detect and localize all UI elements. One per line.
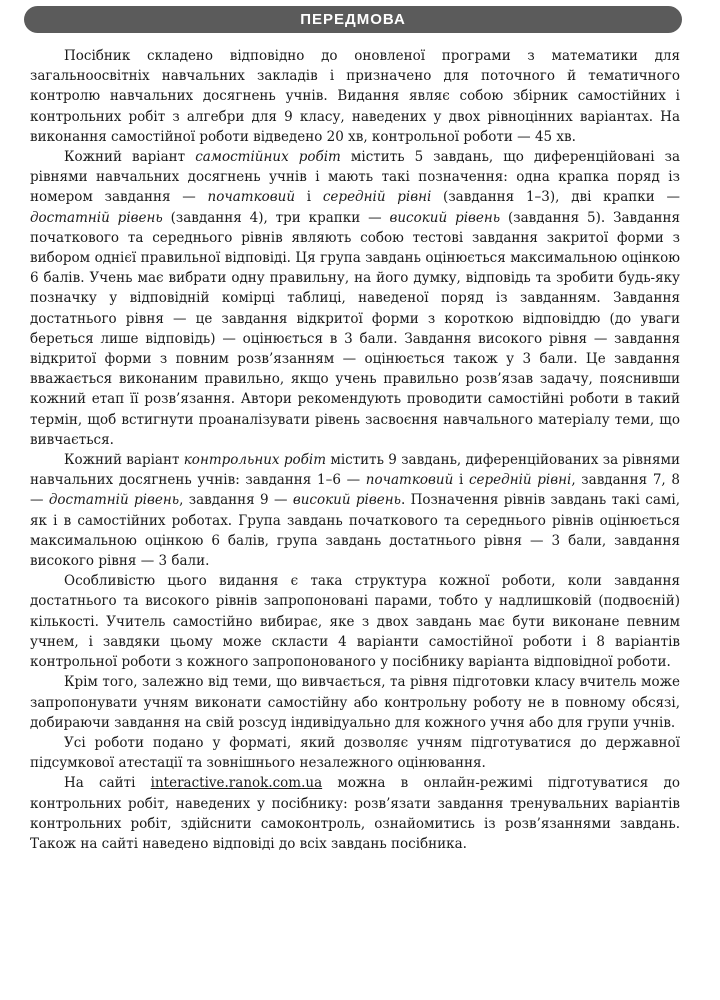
- italic-term: початковий: [207, 189, 296, 206]
- text-run: і: [295, 189, 323, 206]
- text-run: (завдання 5). Завдання початкового та середнього рівнів являють собою тестові завдання закритої форми з вибором однієї правильної відповіді. Ця група завдань оцінюється максимальною оцінкою 6 балів. Учень має вибрати одну правильну, на його думку, відповідь та зробити будь-яку позначку у відповідній комірці таблиці, наведеної поряд із завданням. Завдання достатнього рівня — це завдання відкритої форми з короткою відповіддю (до уваги береться лише відповідь) — оцінюється в 3 бали. Завдання високого рівня — завдання відкритої форми з повним розв’язанням — оцінюється також у 3 бали. Це завдання вважається виконаним правильно, якщо учень правильно розв’язав задачу, пояснивши кожний етап її розв’язання. Автори рекомендують проводити самостійні роботи в такий термін, щоб встигнути проаналізувати рівень засвоєння навчального матеріалу теми, що вивчається.: [30, 209, 681, 448]
- text-run: і: [453, 472, 469, 489]
- text-run: можна в онлайн-режимі підготуватися до контрольних робіт, наведених у посібнику: розв’язати завдання тренувальних варіантів контрольних робіт, здійснити самоконтроль, ознайомитись із розв’язаннями завдань. Також на сайті наведено відповіді до всіх завдань посібника.: [30, 775, 680, 852]
- paragraph-3: [30, 450, 680, 571]
- text-run: На сайті: [64, 775, 151, 792]
- italic-term: початковий: [365, 472, 454, 489]
- text-run: містить 9 завдань, диференційованих за рівнями навчальних досягнень учнів: завдання 1–6 —: [30, 452, 681, 489]
- text-run: Кожний варіант: [64, 149, 196, 166]
- italic-term: середній рівні: [468, 472, 572, 489]
- italic-term: середній рівні: [322, 189, 432, 206]
- text-run: , завдання 9 —: [179, 492, 293, 509]
- text-run: (завдання 4), три крапки —: [162, 209, 390, 226]
- italic-term: високий рівень: [292, 492, 401, 509]
- text-run: (завдання 1–3), дві крапки —: [431, 189, 680, 206]
- paragraph-7: [30, 773, 680, 854]
- preface-body: [30, 46, 680, 854]
- italic-term: достатній рівень: [30, 209, 163, 226]
- paragraph-5: Крім того, залежно від теми, що вивчається, та рівня підготовки класу вчитель може запропонувати учням виконати самостійну або контрольну роботу не в повному обсязі, добираючи завдання на свій розсуд індивідуально для кожного учня або для групи учнів.: [30, 674, 680, 731]
- text-run: містить 5 завдань, що диференційовані за рівнями навчальних досягнень учнів і мають такі позначення: одна крапка поряд із номером завдання —: [30, 149, 680, 206]
- paragraph-6: Усі роботи подано у форматі, який дозволяє учням підготуватися до державної підсумкової атестації та зовнішнього незалежного оцінювання.: [30, 734, 680, 772]
- text-run: Кожний варіант: [64, 452, 184, 469]
- italic-term: високий рівень: [389, 209, 501, 226]
- section-title: ПЕРЕДМОВА: [24, 6, 682, 33]
- paragraph-2: [30, 147, 680, 450]
- text-run: . Позначення рівнів завдань такі самі, як і в самостійних роботах. Група завдань початкового та середнього рівнів оцінюється максимальною оцінкою 6 балів, група завдань достатнього рівня — 3 бали, завдання високого рівня — 3 бали.: [30, 492, 681, 570]
- website-link[interactable]: interactive.ranok.com.ua: [150, 775, 323, 792]
- italic-term: контрольних робіт: [183, 452, 326, 469]
- italic-term: достатній рівень: [48, 492, 180, 509]
- italic-term: самостійних робіт: [195, 149, 341, 166]
- paragraph-1: Посібник складено відповідно до оновленої програми з математики для загальноосвітніх навчальних закладів і призначено для поточного й тематичного контролю навчальних досягнень учнів. Видання являє собою збірник самостійних і контрольних робіт з алгебри для 9 класу, наведених у двох рівноцінних варіантах. На виконання самостійної роботи відведено 20 хв, контрольної роботи — 45 хв.: [30, 48, 680, 145]
- paragraph-4: Особливістю цього видання є така структура кожної роботи, коли завдання достатнього та високого рівнів запропоновані парами, тобто у надлишковій (подвоєній) кількості. Учитель самостійно вибирає, яке з двох завдань має бути виконане певним учнем, і завдяки цьому може скласти 4 варіанти самостійної роботи і 8 варіантів контрольної роботи з кожного запропонованого у посібнику варіанта відповідної роботи.: [30, 573, 680, 671]
- text-run: , завдання 7, 8 —: [30, 472, 680, 509]
